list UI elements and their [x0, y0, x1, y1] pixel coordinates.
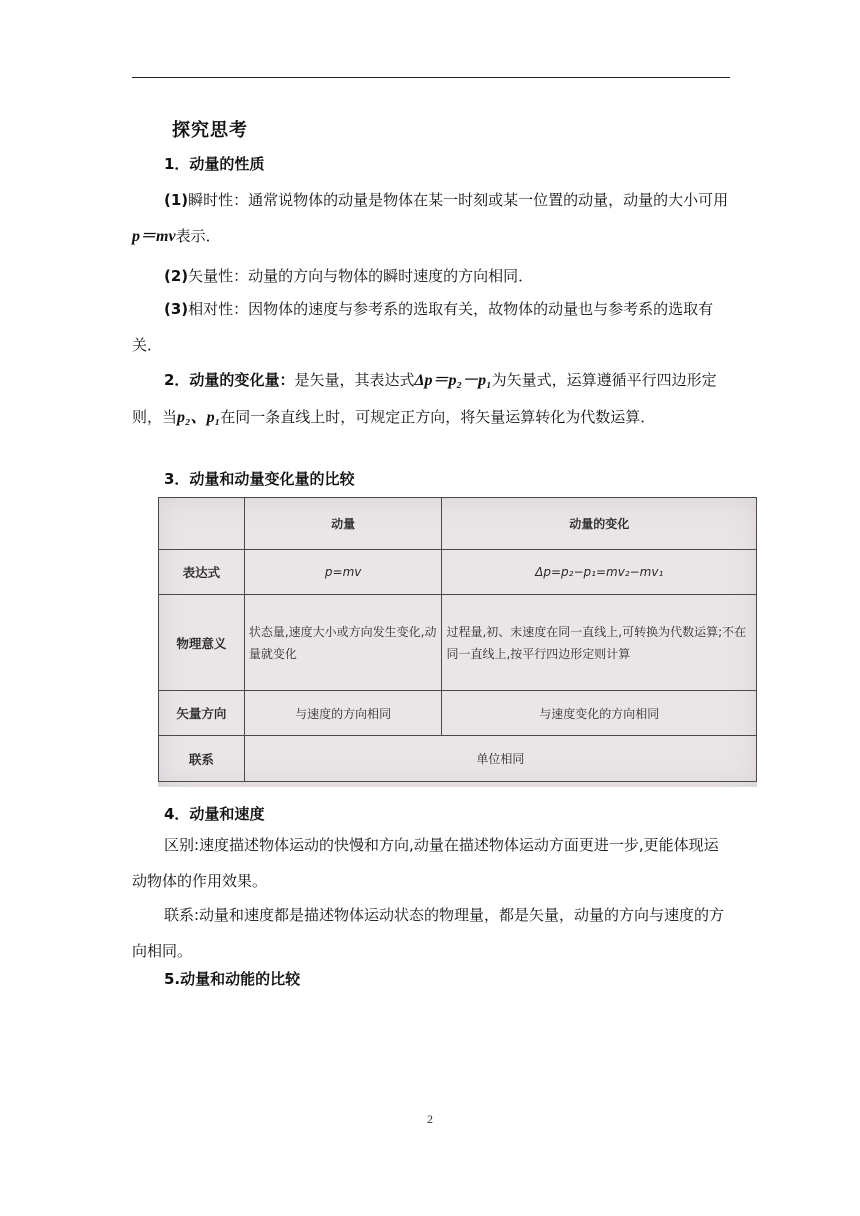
table-row-label: 矢量方向	[159, 691, 245, 736]
item1-p1	[132, 182, 732, 255]
table-row	[159, 736, 757, 782]
table-header-cell: 动量的变化	[442, 498, 757, 550]
item1-p2-label: (2)	[164, 267, 189, 285]
item1-p1-text: 瞬时性：通常说物体的动量是物体在某一时刻或某一位置的动量，动量的大小可用	[188, 191, 729, 209]
table-cell: 状态量,速度大小或方向发生变化,动量就变化	[244, 595, 442, 691]
table-cell: 与速度变化的方向相同	[442, 691, 757, 736]
item1-p3	[132, 291, 732, 363]
table-cell: 过程量,初、末速度在同一直线上,可转换为代数运算;不在同一直线上,按平行四边形定则计算	[442, 595, 757, 691]
item1-p3-text: 相对性：因物体的速度与参考系的选取有关，故物体的动量也与参考系的选取有关．	[132, 300, 714, 354]
table-row-label: 联系	[159, 736, 245, 782]
item1-p2	[132, 258, 732, 294]
item2-text-b: 为矢量式，运算遵循平行四边形定则，当	[132, 371, 717, 426]
table-row	[159, 691, 757, 736]
section-title: 探究思考	[172, 120, 248, 141]
item5-title: 5.动量和动能的比较	[164, 970, 301, 988]
page-number: 2	[427, 1112, 433, 1126]
item4-diff: 区别:速度描述物体运动的快慢和方向,动量在描述物体运动方面更进一步,更能体现运动物体的作用效果。	[132, 836, 719, 890]
table-header-row	[159, 498, 757, 550]
item2-text-a: 是矢量，其表达式	[294, 371, 415, 389]
item1-p2-text: 矢量性：动量的方向与物体的瞬时速度的方向相同．	[188, 267, 534, 285]
item1-p1-label: (1)	[164, 191, 189, 209]
table-header-cell	[159, 498, 245, 550]
item1-p1-tail: 表示．	[175, 227, 221, 245]
table-row	[159, 550, 757, 595]
comparison-table	[158, 497, 757, 782]
table-cell: 与速度的方向相同	[244, 691, 442, 736]
table-cell: p=mv	[244, 550, 442, 595]
item2-paragraph	[132, 362, 732, 436]
item1-title: 1．动量的性质	[164, 155, 265, 173]
table-row-label: 物理意义	[159, 595, 245, 691]
item1-p1-formula: p＝mv	[132, 228, 176, 245]
header-rule	[132, 77, 730, 78]
item2-title: 2．动量的变化量：	[164, 371, 295, 389]
item2-formula: Δp＝p₂－p₁	[414, 372, 492, 389]
item1-p3-label: (3)	[164, 300, 189, 318]
item4-link: 联系:动量和速度都是描述物体运动状态的物理量，都是矢量，动量的方向与速度的方向相同。	[132, 906, 725, 960]
item2-text-c: 在同一条直线上时，可规定正方向，将矢量运算转化为代数运算．	[220, 408, 656, 426]
table-row-label: 表达式	[159, 550, 245, 595]
table-cell: 单位相同	[244, 736, 756, 782]
table-row	[159, 595, 757, 691]
item2-p2p1: p₂、p₁	[177, 409, 221, 426]
item4-title: 4．动量和速度	[164, 805, 265, 823]
item3-title: 3．动量和动量变化量的比较	[164, 470, 355, 488]
table-cell: Δp=p₂−p₁=mv₂−mv₁	[442, 550, 757, 595]
comparison-table-photo	[158, 497, 757, 787]
table-header-cell: 动量	[244, 498, 442, 550]
